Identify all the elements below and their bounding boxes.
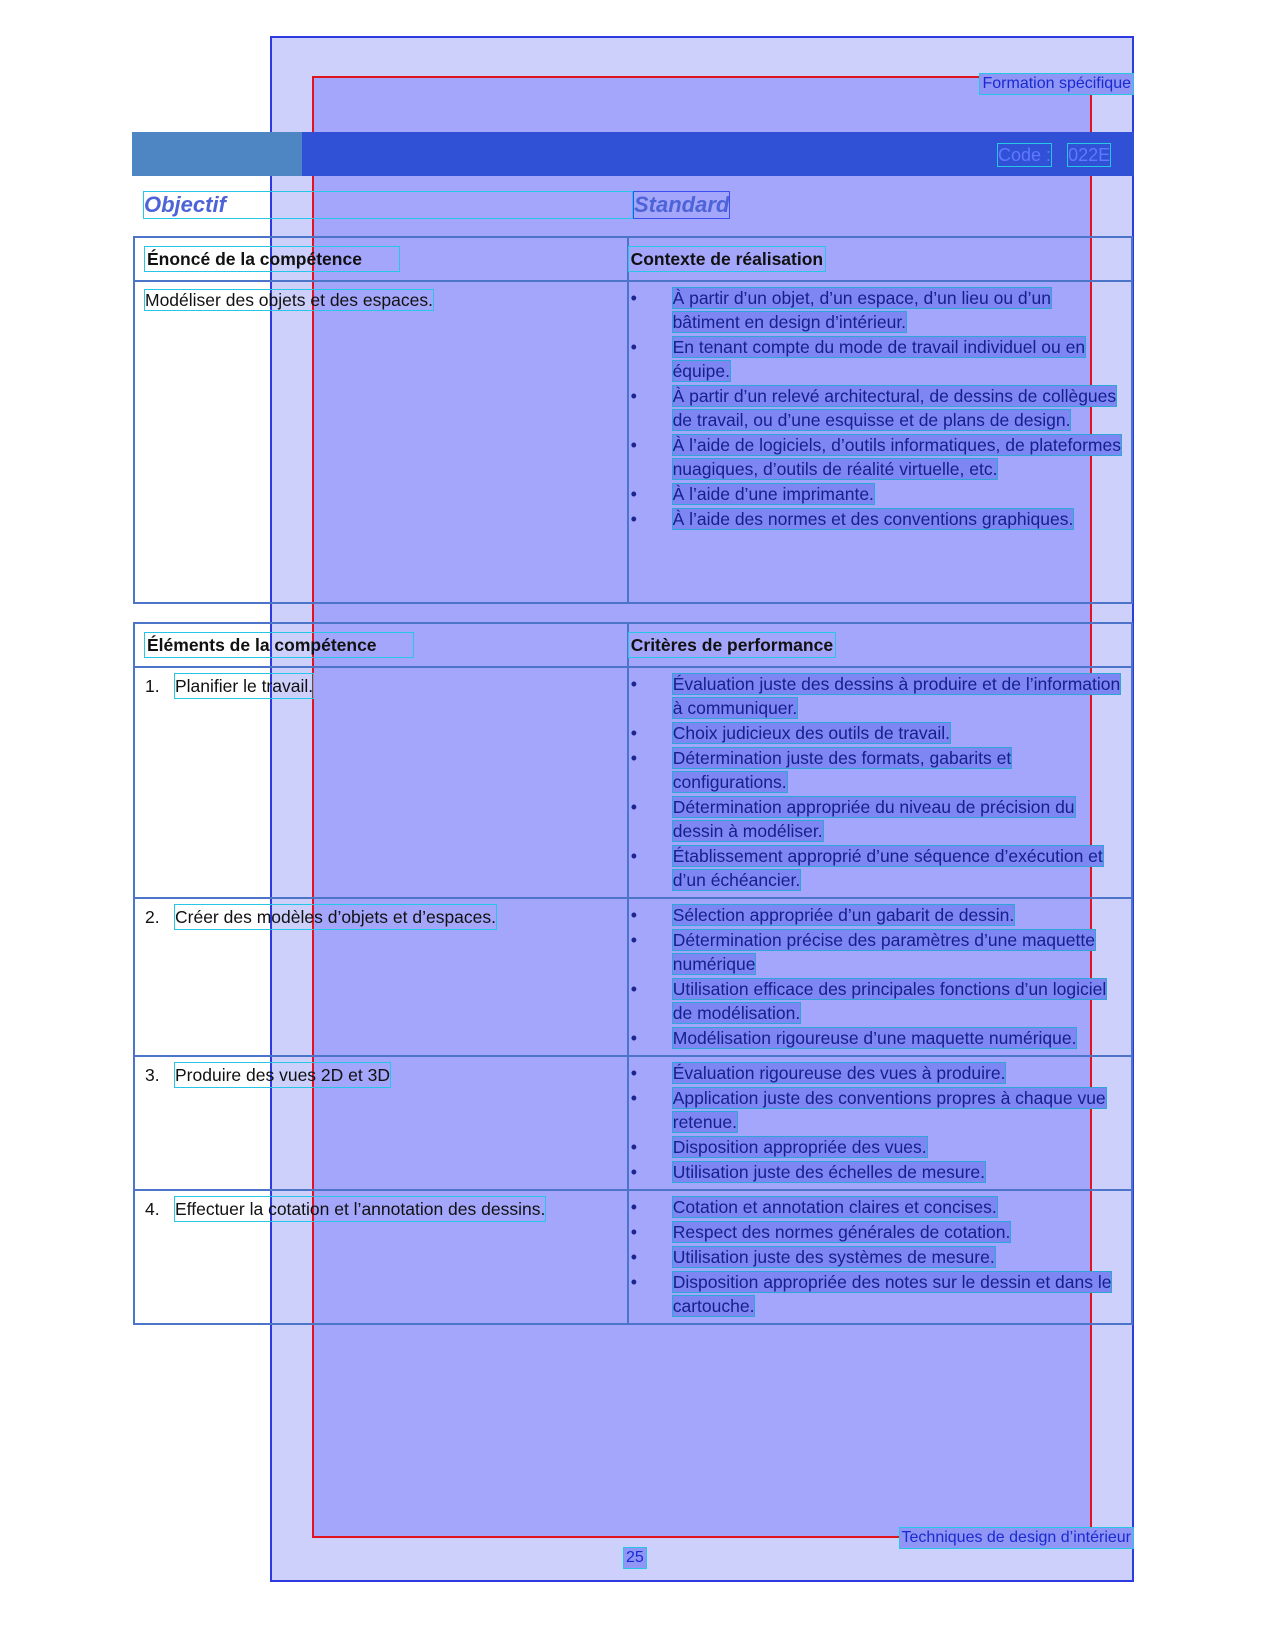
context-header: Contexte de réalisation [630,249,824,269]
element-text: Planifier le travail. [175,676,314,696]
list-item: • Disposition appropriée des notes sur le dessin et dans le cartouche. [629,1270,1121,1318]
list-item: • Respect des normes générales de cotation. [629,1220,1121,1244]
criteria-header: Critères de performance [630,635,834,655]
competence-statement-cell [134,281,628,603]
criteria-list [629,1057,1131,1189]
objectif-heading: Objectif [144,192,632,218]
list-item: • À l’aide d’une imprimante. [629,482,1121,506]
list-item: • Application juste des conventions propres à chaque vue retenue. [629,1086,1121,1134]
page-number: 25 [626,1549,644,1566]
element-number: 2. [145,907,160,927]
element-text: Créer des modèles d’objets et d’espaces. [175,907,497,927]
criteria-list [629,668,1131,897]
elements-header: Éléments de la compétence [145,633,413,657]
element-cell [134,1056,628,1190]
criteria-list [629,899,1131,1055]
list-item: • Détermination précise des paramètres d’une maquette numérique [629,928,1121,976]
criteria-header-cell [628,623,1132,667]
list-item: • Modélisation rigoureuse d’une maquette numérique. [629,1026,1121,1050]
program-name: Techniques de design d’intérieur [901,1529,1131,1546]
competence-header: Énoncé de la compétence [145,247,399,271]
competence-table [133,236,1133,604]
context-list [629,282,1131,536]
criteria-cell [628,898,1132,1056]
table-row [134,1056,1132,1190]
element-text: Effectuer la cotation et l’annotation des dessins. [175,1199,546,1219]
list-item: • Choix judicieux des outils de travail. [629,721,1121,745]
list-item: • Évaluation rigoureuse des vues à produire. [629,1061,1121,1085]
context-cell [628,281,1132,603]
element-cell [134,667,628,898]
list-item: • Utilisation juste des échelles de mesure. [629,1160,1121,1184]
list-item: • Cotation et annotation claires et concises. [629,1195,1121,1219]
list-item: • Évaluation juste des dessins à produire et de l’information à communiquer. [629,672,1121,720]
element-number: 4. [145,1199,160,1219]
table-row [134,1190,1132,1324]
table-row [134,898,1132,1056]
header-banner [132,132,1134,176]
elements-header-cell [134,623,628,667]
elements-table [133,622,1133,1325]
competency-code [998,144,1110,166]
element-text: Produire des vues 2D et 3D [175,1065,390,1085]
code-value: 022E [1068,145,1111,165]
code-label: Code : [998,145,1052,165]
standard-heading: Standard [634,192,730,217]
criteria-cell [628,1190,1132,1324]
list-item: • En tenant compte du mode de travail individuel ou en équipe. [629,335,1121,383]
list-item: • À partir d’un relevé architectural, de dessins de collègues de travail, ou d’une esquisse et de plans de design. [629,384,1121,432]
table-row [134,667,1132,898]
element-cell [134,898,628,1056]
criteria-cell [628,1056,1132,1190]
context-header-cell [628,237,1132,281]
list-item: • À partir d’un objet, d’un espace, d’un lieu ou d’un bâtiment en design d’intérieur. [629,286,1121,334]
competence-header-cell [134,237,628,281]
list-item: • Utilisation juste des systèmes de mesure. [629,1245,1121,1269]
list-item: • Utilisation efficace des principales fonctions d’un logiciel de modélisation. [629,977,1121,1025]
element-number: 1. [145,676,160,696]
list-item: • Détermination juste des formats, gabarits et configurations. [629,746,1121,794]
list-item: • Disposition appropriée des vues. [629,1135,1121,1159]
criteria-list [629,1191,1131,1323]
criteria-cell [628,667,1132,898]
element-cell [134,1190,628,1324]
list-item: • À l’aide des normes et des conventions graphiques. [629,507,1121,531]
list-item: • À l’aide de logiciels, d’outils informatiques, de plateformes nuagiques, d’outils de réalité virtuelle, etc. [629,433,1121,481]
list-item: • Établissement approprié d’une séquence d’exécution et d’un échéancier. [629,844,1121,892]
element-number: 3. [145,1065,160,1085]
list-item: • Détermination appropriée du niveau de précision du dessin à modéliser. [629,795,1121,843]
list-item: • Sélection appropriée d’un gabarit de dessin. [629,903,1121,927]
competence-statement: Modéliser des objets et des espaces. [145,290,433,310]
formation-label: Formation spécifique [982,75,1131,92]
